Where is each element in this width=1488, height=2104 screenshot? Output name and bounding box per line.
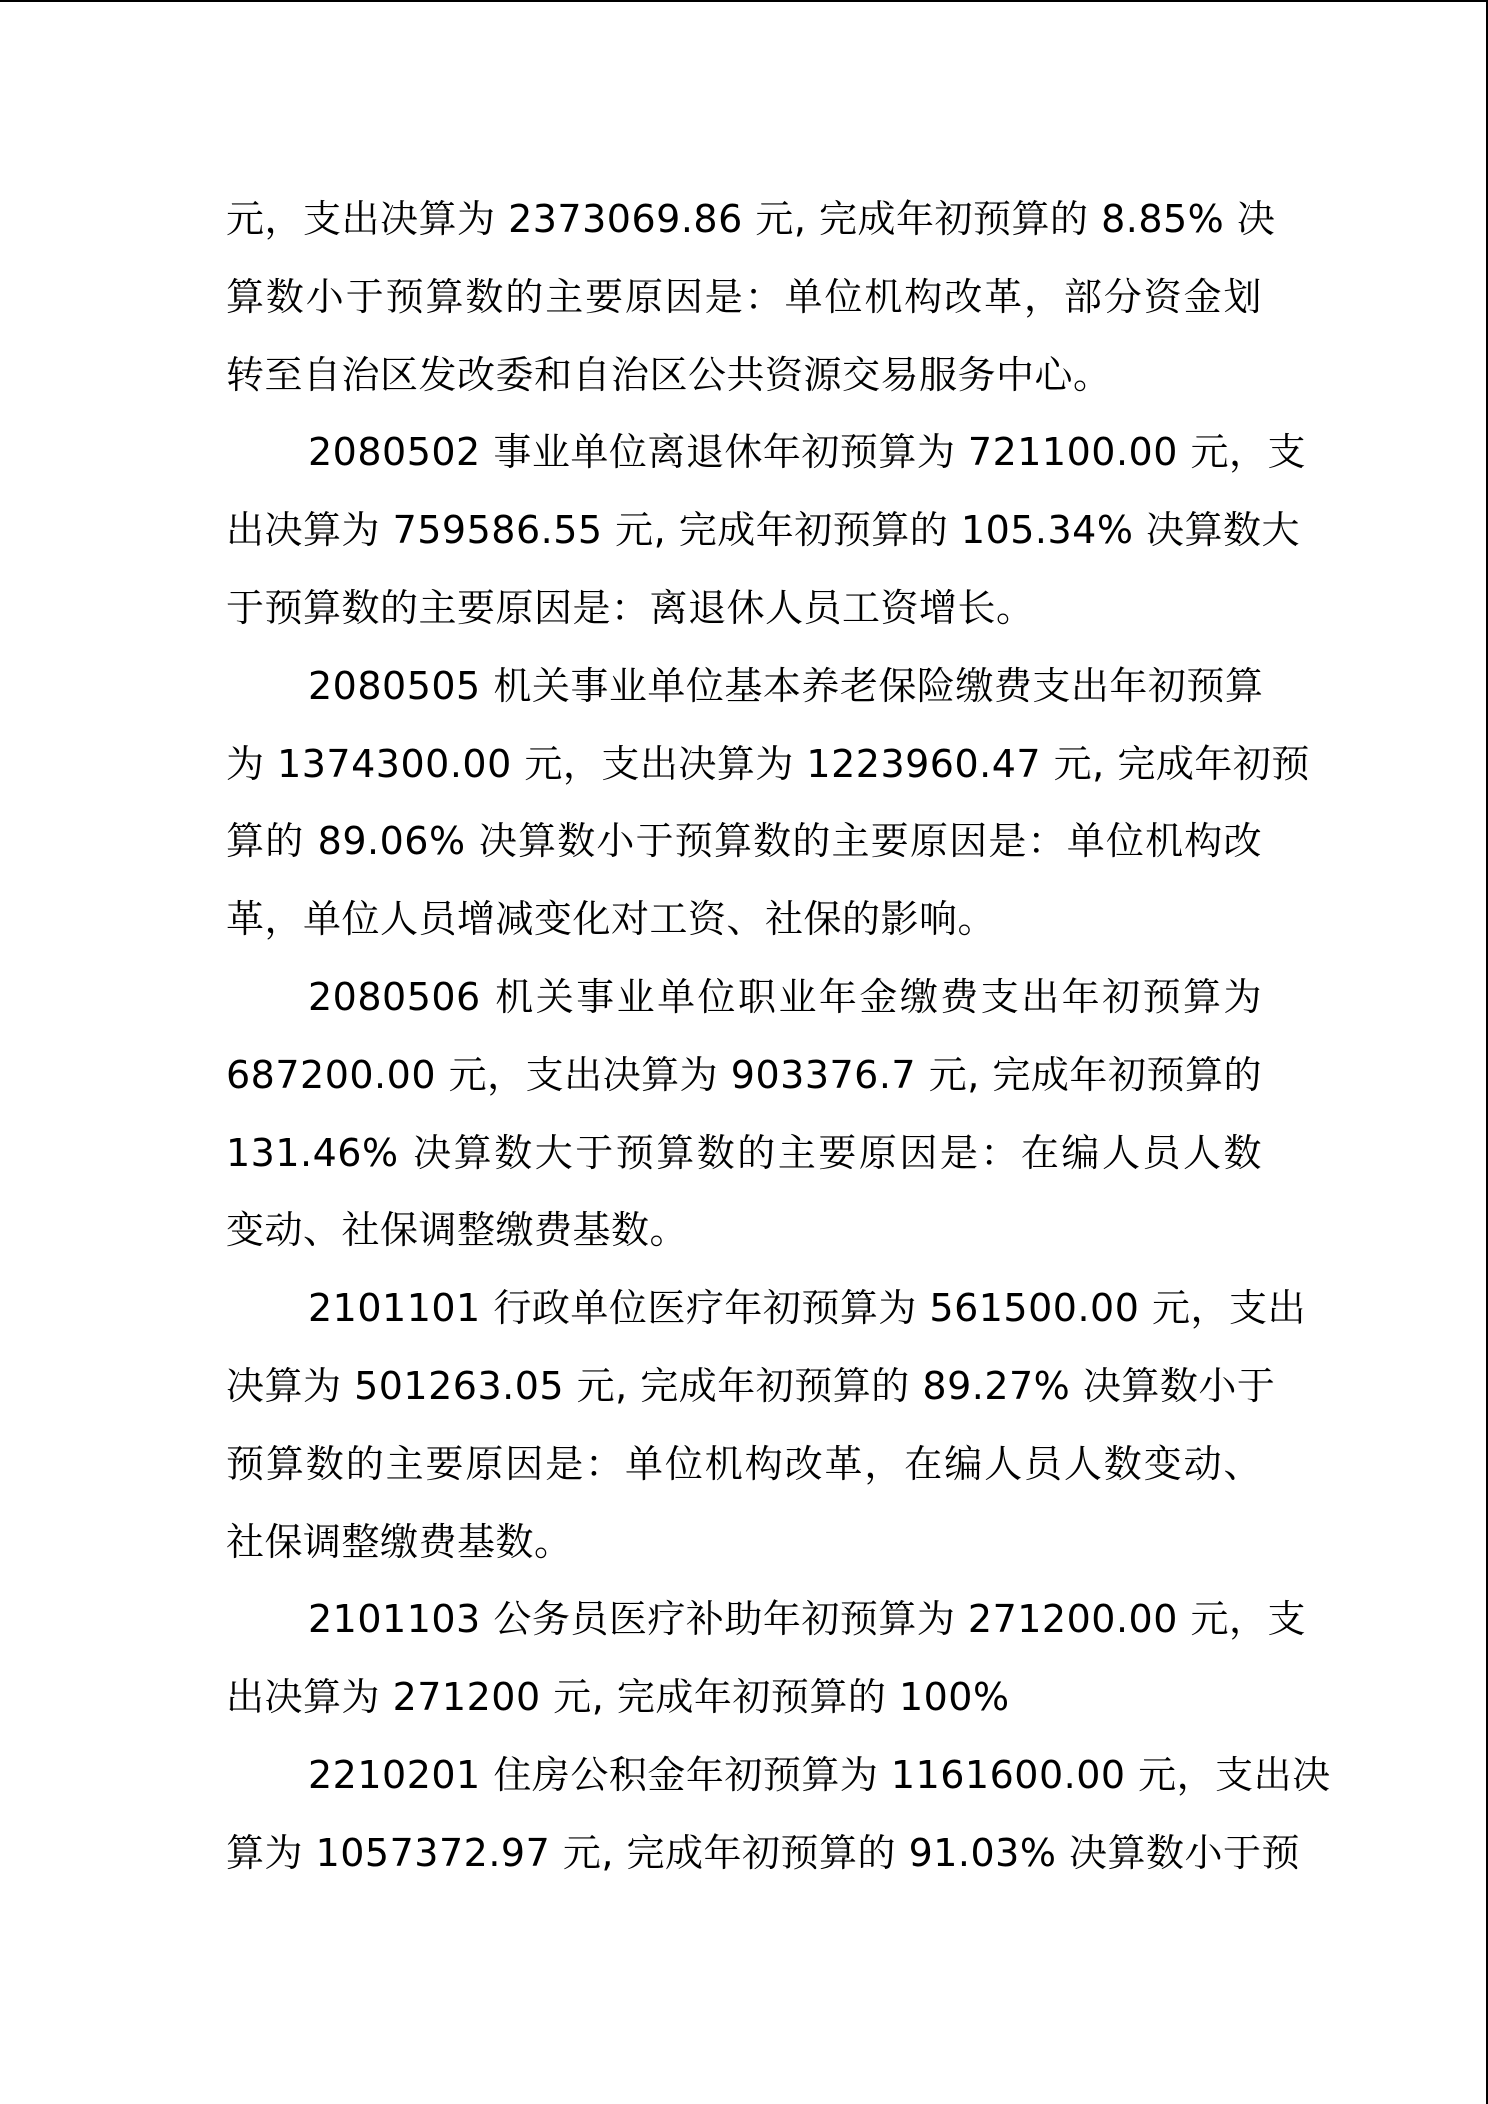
paragraph-line: 算的 89.06% 决算数小于预算数的主要原因是：单位机构改: [226, 819, 1262, 864]
paragraph-2101103: [226, 1581, 1306, 1737]
paragraph-line: 出决算为 759586.55 元, 完成年初预算的 105.34% 决算数大: [226, 508, 1301, 553]
paragraph-2080502: [226, 414, 1306, 647]
paragraph-line: 2101101 行政单位医疗年初预算为 561500.00 元，支出: [308, 1286, 1306, 1331]
paragraph-line: 算数小于预算数的主要原因是：单位机构改革，部分资金划: [226, 274, 1262, 319]
paragraph-line: 变动、社保调整缴费基数。: [226, 1208, 689, 1253]
paragraph-line: 决算为 501263.05 元, 完成年初预算的 89.27% 决算数小于: [226, 1363, 1276, 1408]
paragraph-line: 2210201 住房公积金年初预算为 1161600.00 元，支出决: [308, 1752, 1331, 1797]
paragraph-line: 于预算数的主要原因是：离退休人员工资增长。: [226, 585, 1035, 630]
paragraph-line: 2080505 机关事业单位基本养老保险缴费支出年初预算: [308, 663, 1264, 708]
paragraph-2080506: [226, 959, 1262, 1270]
page-top-border: [0, 0, 1488, 2]
paragraph-line: 元，支出决算为 2373069.86 元, 完成年初预算的 8.85% 决: [226, 197, 1276, 241]
paragraph-line: 社保调整缴费基数。: [226, 1519, 573, 1564]
paragraph-line: 革，单位人员增减变化对工资、社保的影响。: [226, 897, 997, 942]
paragraph-line: 预算数的主要原因是：单位机构改革，在编人员人数变动、: [226, 1441, 1262, 1486]
paragraph-line: 687200.00 元，支出决算为 903376.7 元, 完成年初预算的: [226, 1052, 1262, 1097]
paragraph-line: 2101103 公务员医疗补助年初预算为 271200.00 元，支: [308, 1597, 1306, 1642]
paragraph-line: 为 1374300.00 元，支出决算为 1223960.47 元, 完成年初预: [226, 741, 1310, 786]
paragraph-2101101: [226, 1270, 1306, 1581]
paragraph-continuation: [226, 181, 1276, 414]
paragraph-line: 算为 1057372.97 元, 完成年初预算的 91.03% 决算数小于预: [226, 1830, 1301, 1875]
paragraph-line: 2080502 事业单位离退休年初预算为 721100.00 元，支: [308, 430, 1306, 475]
paragraph-2080505: [226, 648, 1310, 959]
paragraph-line: 131.46% 决算数大于预算数的主要原因是：在编人员人数: [226, 1130, 1262, 1175]
paragraph-line: 转至自治区发改委和自治区公共资源交易服务中心。: [226, 352, 1112, 397]
paragraph-line: 2080506 机关事业单位职业年金缴费支出年初预算为: [308, 974, 1262, 1019]
document-body: [226, 181, 1331, 1893]
paragraph-line: 出决算为 271200 元, 完成年初预算的 100%: [226, 1675, 1010, 1720]
paragraph-2210201: [226, 1737, 1331, 1893]
